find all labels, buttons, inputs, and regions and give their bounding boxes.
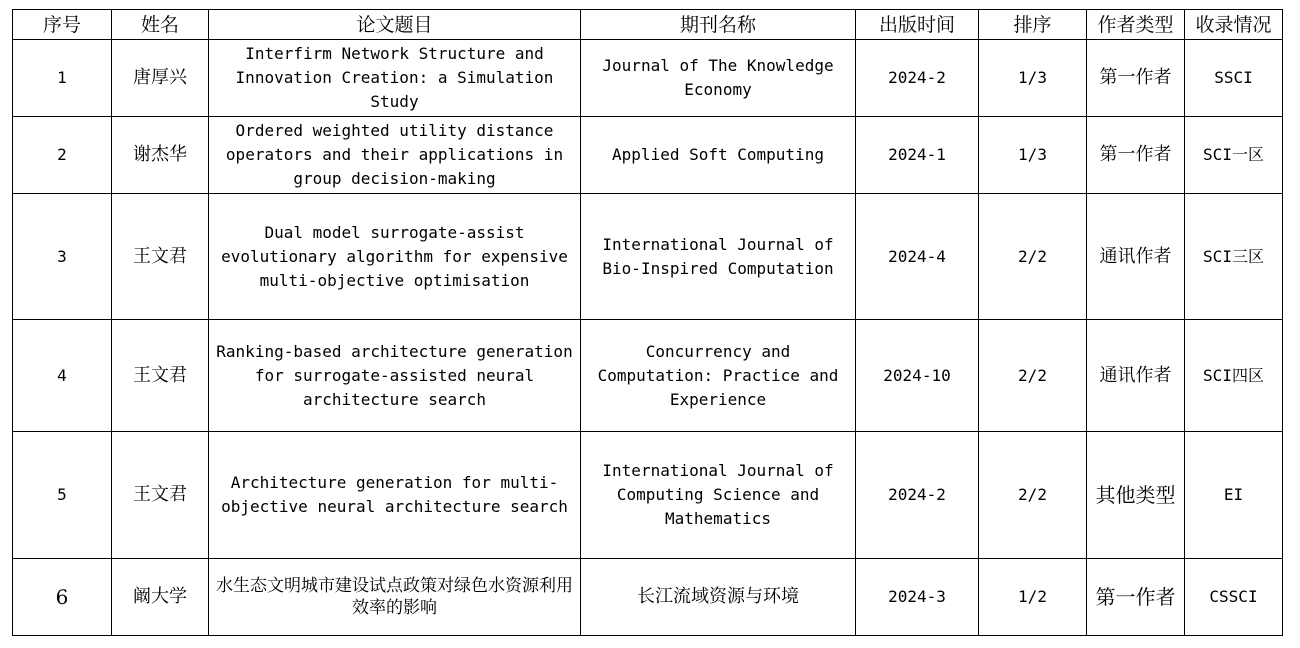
- table-row: [13, 559, 1283, 636]
- row-number: 3: [13, 194, 112, 320]
- header-row: [13, 10, 1283, 40]
- paper-title: 水生态文明城市建设试点政策对绿色水资源利用效率的影响: [209, 559, 581, 636]
- indexing: SCI四区: [1185, 320, 1283, 432]
- row-number: 2: [13, 117, 112, 194]
- journal-name: International Journal of Bio-Inspired Computation: [581, 194, 856, 320]
- table-row: [13, 194, 1283, 320]
- indexing: SSCI: [1185, 40, 1283, 117]
- publish-date: 2024-4: [856, 194, 979, 320]
- publish-date: 2024-2: [856, 40, 979, 117]
- indexing: SCI三区: [1185, 194, 1283, 320]
- journal-name: 长江流域资源与环境: [581, 559, 856, 636]
- paper-title: Dual model surrogate-assist evolutionary algorithm for expensive multi-objective optimisation: [209, 194, 581, 320]
- table-row: [13, 432, 1283, 559]
- author-name: 王文君: [112, 194, 209, 320]
- header-index: 序号: [13, 10, 112, 40]
- header-title: 论文题目: [209, 10, 581, 40]
- publish-date: 2024-2: [856, 432, 979, 559]
- indexing: SCI一区: [1185, 117, 1283, 194]
- indexing: CSSCI: [1185, 559, 1283, 636]
- author-type: 第一作者: [1087, 40, 1185, 117]
- author-type: 第一作者: [1087, 117, 1185, 194]
- paper-title: Ranking-based architecture generation for surrogate-assisted neural architecture search: [209, 320, 581, 432]
- row-number: 1: [13, 40, 112, 117]
- author-type: 第一作者: [1087, 559, 1185, 636]
- author-order: 2/2: [979, 432, 1087, 559]
- header-author-type: 作者类型: [1087, 10, 1185, 40]
- author-name: 阚大学: [112, 559, 209, 636]
- indexing: EI: [1185, 432, 1283, 559]
- row-number: 4: [13, 320, 112, 432]
- author-order: 2/2: [979, 320, 1087, 432]
- author-name: 王文君: [112, 432, 209, 559]
- table-row: [13, 40, 1283, 117]
- author-type: 通讯作者: [1087, 194, 1185, 320]
- header-date: 出版时间: [856, 10, 979, 40]
- author-type: 其他类型: [1087, 432, 1185, 559]
- paper-title: Interfirm Network Structure and Innovation Creation: a Simulation Study: [209, 40, 581, 117]
- table-row: [13, 320, 1283, 432]
- header-journal: 期刊名称: [581, 10, 856, 40]
- header-order: 排序: [979, 10, 1087, 40]
- publish-date: 2024-1: [856, 117, 979, 194]
- author-type: 通讯作者: [1087, 320, 1185, 432]
- paper-title: Architecture generation for multi-objective neural architecture search: [209, 432, 581, 559]
- header-indexing: 收录情况: [1185, 10, 1283, 40]
- row-number: 5: [13, 432, 112, 559]
- journal-name: Concurrency and Computation: Practice and Experience: [581, 320, 856, 432]
- publish-date: 2024-3: [856, 559, 979, 636]
- paper-title: Ordered weighted utility distance operators and their applications in group decision-making: [209, 117, 581, 194]
- author-order: 1/3: [979, 117, 1087, 194]
- author-order: 1/2: [979, 559, 1087, 636]
- author-order: 2/2: [979, 194, 1087, 320]
- journal-name: Applied Soft Computing: [581, 117, 856, 194]
- table-row: [13, 117, 1283, 194]
- row-number: 6: [13, 559, 112, 636]
- author-name: 唐厚兴: [112, 40, 209, 117]
- author-name: 王文君: [112, 320, 209, 432]
- publish-date: 2024-10: [856, 320, 979, 432]
- header-name: 姓名: [112, 10, 209, 40]
- publications-table: [12, 9, 1283, 636]
- author-name: 谢杰华: [112, 117, 209, 194]
- journal-name: Journal of The Knowledge Economy: [581, 40, 856, 117]
- journal-name: International Journal of Computing Science and Mathematics: [581, 432, 856, 559]
- author-order: 1/3: [979, 40, 1087, 117]
